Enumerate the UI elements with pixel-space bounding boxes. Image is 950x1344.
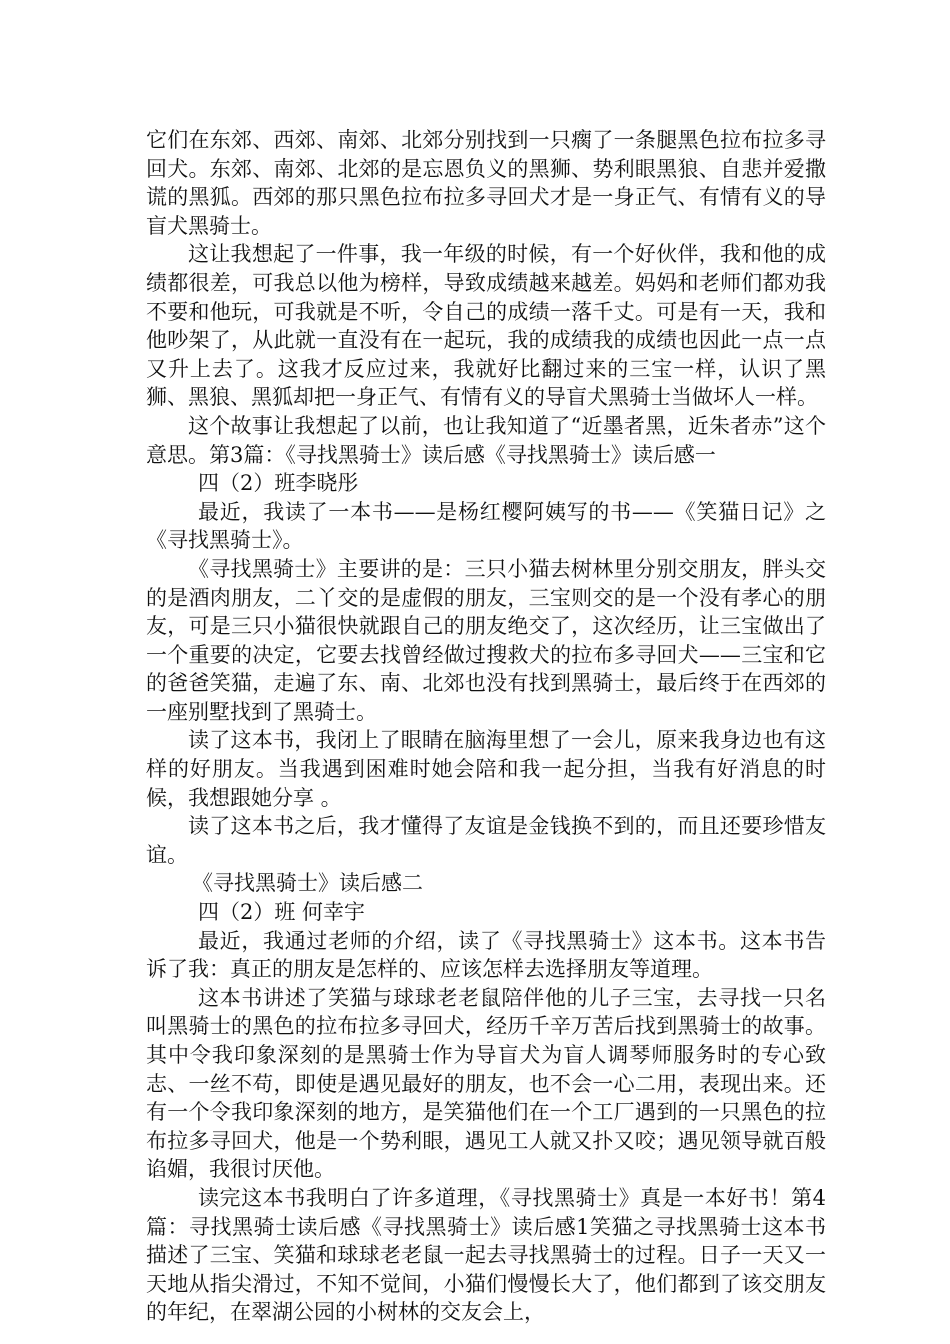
author-line: 四（2）班李晓彤: [198, 471, 359, 496]
author-line: 四（2）班 何幸宇: [198, 900, 366, 925]
paragraph: 最近，我通过老师的介绍，读了《寻找黑骑士》这本书。这本书告诉了我：真正的朋友是怎样的、应该怎样去选择朋友等道理。: [146, 928, 826, 982]
document-body: [146, 126, 826, 1327]
section-heading: 《寻找黑骑士》读后感二: [192, 871, 423, 896]
paragraph: 《寻找黑骑士》主要讲的是：三只小猫去树林里分别交朋友，胖头交的是酒肉朋友，二丫交的是虚假的朋友，三宝则交的是一个没有孝心的朋友，可是三只小猫很快就跟自己的朋友绝交了，这次经历，让三宝做出了一个重要的决定，它要去找曾经做过搜救犬的拉布多寻回犬——三宝和它的爸爸笑猫，走遍了东、南、北郊也没有找到黑骑士，最后终于在西郊的一座别墅找到了黑骑士。: [146, 556, 826, 724]
paragraph: 读了这本书之后，我才懂得了友谊是金钱换不到的，而且还要珍惜友谊。: [146, 814, 826, 867]
paragraph: 读完这本书我明白了许多道理，《寻找黑骑士》真是一本好书！第4篇：寻找黑骑士读后感《寻找黑骑士》读后感1笑猫之寻找黑骑士这本书描述了三宝、笑猫和球球老老鼠一起去寻找黑骑士的过程。日子一天又一天地从指尖滑过，不知不觉间，小猫们慢慢长大了，他们都到了该交朋友的年纪，在翠湖公园的小树林的交友会上，: [146, 1185, 826, 1325]
paragraph: 这本书讲述了笑猫与球球老老鼠陪伴他的儿子三宝，去寻找一只名叫黑骑士的黑色的拉布拉多寻回犬，经历千辛万苦后找到黑骑士的故事。其中令我印象深刻的是黑骑士作为导盲犬为盲人调琴师服务时的专心致志、一丝不苟，即使是遇见最好的朋友，也不会一心二用，表现出来。还有一个令我印象深刻的地方，是笑猫他们在一个工厂遇到的一只黑色的拉布拉多寻回犬，他是一个势利眼，遇见工人就又扑又咬；遇见领导就百般谄媚，我很讨厌他。: [146, 985, 826, 1182]
paragraph: 这个故事让我想起了以前，也让我知道了“近墨者黑，近朱者赤”这个意思。第3篇：《寻找黑骑士》读后感《寻找黑骑士》读后感一: [146, 413, 826, 467]
paragraph: 它们在东郊、西郊、南郊、北郊分别找到一只瘸了一条腿黑色拉布拉多寻回犬。东郊、南郊、北郊的是忘恩负义的黑狮、势利眼黑狼、自悲并爱撒谎的黑狐。西郊的那只黑色拉布拉多寻回犬才是一身正气、有情有义的导盲犬黑骑士。: [146, 128, 826, 238]
paragraph: 读了这本书，我闭上了眼睛在脑海里想了一会儿，原来我身边也有这样的好朋友。当我遇到困难时她会陪和我一起分担，当我有好消息的时候，我想跟她分享 。: [146, 728, 826, 810]
paragraph: 这让我想起了一件事，我一年级的时候，有一个好伙伴，我和他的成绩都很差，可我总以他为榜样，导致成绩越来越差。妈妈和老师们都劝我不要和他玩，可我就是不听，令自己的成绩一落千丈。可是有一天，我和他吵架了，从此就一直没有在一起玩，我的成绩我的成绩也因此一点一点又升上去了。这我才反应过来，我就好比翻过来的三宝一样，认识了黑狮、黑狼、黑狐却把一身正气、有情有义的导盲犬黑骑士当做坏人一样。: [146, 242, 826, 410]
paragraph: 最近，我读了一本书——是杨红樱阿姨写的书——《笑猫日记》之《寻找黑骑士》。: [146, 499, 826, 553]
